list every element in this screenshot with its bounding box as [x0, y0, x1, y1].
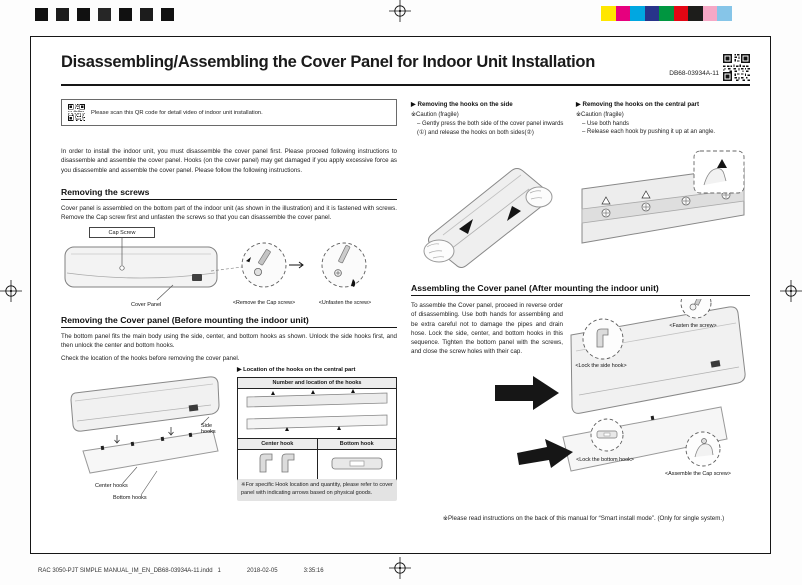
hooks-illustration-block [61, 367, 397, 519]
qr-info-text: Please scan this QR code for detail video of indoor unit installation. [91, 109, 263, 116]
density-square [98, 8, 111, 21]
section-heading-removing-cover: Removing the Cover panel (Before mounting the indoor unit) [61, 315, 309, 325]
side-hooks-title: ▶ Removing the hooks on the side [411, 101, 513, 108]
caption-lock-bottom-hook: <Lock the bottom hook> [576, 457, 634, 463]
side-hooks-label: Side hooks [201, 423, 216, 436]
intro-paragraph: In order to install the indoor unit, you must disassemble the cover panel first. Please proceed following instructions to disassemble and assemble the cover panel. Hooks (on the cover panel) may get damaged if you apply excessive force as you disassemble and assemble the cover panel. Please follow the following instructions. [61, 148, 397, 174]
color-bar-cell [601, 6, 616, 21]
hooks-location-note: ※For specific Hook location and quantity, please refer to cover panel with indicating arrows based on physical goods. [237, 479, 397, 501]
density-square [56, 8, 69, 21]
density-square [77, 8, 90, 21]
qr-code-icon [723, 54, 750, 81]
color-bar-cell [674, 6, 689, 21]
caption-fasten-screw: <Fasten the screw> [669, 323, 717, 329]
bottom-hook-drawing-icon [322, 450, 392, 476]
press-sides-illustration-icon [413, 157, 563, 275]
color-bar-cell [703, 6, 718, 21]
section-rule [411, 295, 750, 296]
qr-info-box [61, 99, 397, 126]
assembling-illustration [411, 299, 750, 515]
cover-panel-label: Cover Panel [131, 302, 162, 308]
color-bar-cell [616, 6, 631, 21]
central-hooks-step2: – Release each hook by pushing it up at an angle. [582, 129, 716, 135]
caption-remove-cap-screw: <Remove the Cap screw> [232, 300, 296, 306]
hooks-location-title: ▶ Location of the hooks on the central part [237, 367, 356, 373]
registration-mark-icon [389, 0, 411, 22]
page-title: Disassembling/Assembling the Cover Panel for Indoor Unit Installation [61, 53, 595, 71]
bottom-hooks-label: Bottom hooks [113, 495, 147, 501]
assembling-unit-illustration-icon [411, 299, 750, 515]
central-hooks-step1: – Use both hands [582, 121, 630, 127]
side-hooks-caution: ※Caution (fragile) [411, 112, 459, 118]
density-square [161, 8, 174, 21]
section-rule [61, 199, 397, 200]
qr-code-icon [68, 104, 85, 121]
color-bar-cell [645, 6, 660, 21]
bottom-hook-drawing-cell [317, 450, 397, 482]
hooks-location-panel [237, 367, 397, 496]
central-part-illustration-icon [576, 149, 750, 271]
section-heading-assembling: Assembling the Cover panel (After mounting the indoor unit) [411, 283, 659, 293]
color-bar-cell [688, 6, 703, 21]
section-rule [61, 327, 397, 328]
footer-date: 2018-02-05 [246, 568, 278, 574]
color-bar-cell [659, 6, 674, 21]
footer-file-name: RAC 3050-PJT SIMPLE MANUAL_IM_EN_DB68-03934A-11.indd 1 [38, 568, 221, 574]
caption-lock-side-hook: <Lock the side hook> [575, 363, 627, 369]
document-code: DB68-03934A-11 [669, 70, 719, 77]
central-hooks-caution: ※Caution (fragile) [576, 112, 624, 118]
removing-screws-illustration [61, 227, 397, 319]
central-hooks-title: ▶ Removing the hooks on the central part [576, 101, 700, 108]
print-density-strip [35, 8, 174, 21]
hooks-table-header: Number and location of the hooks [238, 378, 397, 389]
removing-cover-body: The bottom panel fits the main body using the side, center, and bottom hooks as shown. Unlock the side hooks first, and then unlock the center and bottom hooks. [61, 333, 397, 350]
exploded-cover-panel-illustration-icon [61, 367, 233, 515]
registration-mark-icon [780, 280, 802, 302]
density-square [119, 8, 132, 21]
hooks-location-table [237, 377, 397, 482]
footer-time: 3:35:16 [303, 568, 324, 574]
panel-strip-drawing-icon [241, 389, 393, 433]
color-bar-cell [717, 6, 732, 21]
smart-install-note: ※Please read instructions on the back of this manual for “Smart install mode”. (Only for single system.) [442, 515, 725, 522]
density-square [35, 8, 48, 21]
title-rule [61, 84, 750, 86]
manual-page [30, 36, 771, 554]
caption-assemble-cap-screw: <Assemble the Cap screw> [665, 471, 731, 477]
density-square [140, 8, 153, 21]
cap-screw-label: Cap Screw [89, 227, 155, 238]
center-hook-drawing-icon [242, 450, 312, 476]
assembling-body: To assemble the Cover panel, proceed in reverse order of disassembling. Use both hands for assembling and be extra careful not to damage the pipes and drain hose. Lock the side, center, and bottom hooks in this sequence. Tighten the bottom panel with the screws, and close the screw holes with their cap. [411, 302, 563, 356]
print-color-bar [601, 6, 732, 21]
center-hook-header: Center hook [238, 439, 318, 450]
removing-cover-body2: Check the location of the hooks before removing the cover panel. [61, 355, 240, 362]
bottom-hook-header: Bottom hook [317, 439, 397, 450]
side-hooks-step: – Gently press the both side of the cover panel inwards (①) and release the hooks on both sides(②) [417, 121, 564, 136]
section-heading-removing-screws: Removing the screws [61, 187, 150, 197]
caption-unfasten-screw: <Unfasten the screw> [318, 300, 372, 306]
registration-mark-icon [389, 557, 411, 579]
color-bar-cell [630, 6, 645, 21]
removing-screws-body: Cover panel is assembled on the bottom part of the indoor unit (as shown in the illustration) and it is fastened with screws. Remove the Cap screw first and unfasten the screws so that you can disassemble the cover panel. [61, 205, 397, 222]
print-footer [38, 568, 324, 574]
hooks-table-drawing-cell [238, 389, 397, 439]
center-hook-drawing-cell [238, 450, 318, 482]
center-hooks-label: Center hooks [95, 483, 128, 489]
registration-mark-icon [0, 280, 22, 302]
